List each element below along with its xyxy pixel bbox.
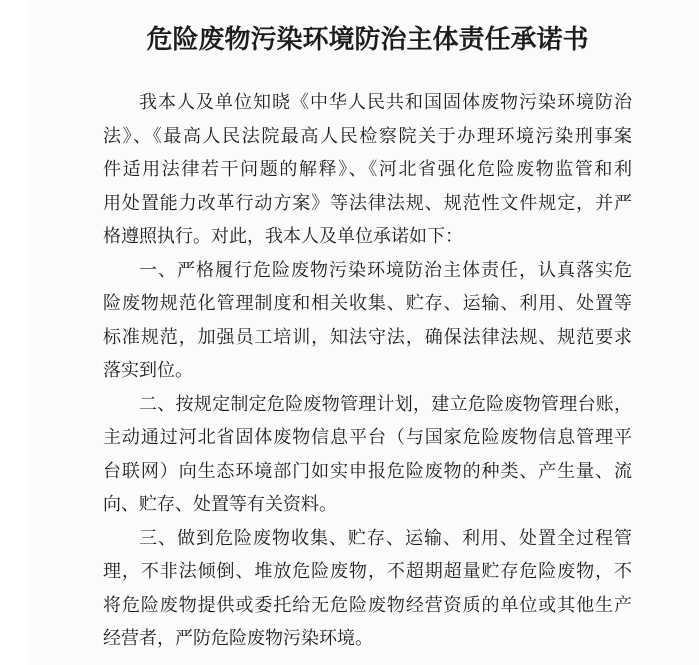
text-line: 主动通过河北省固体废物信息平台（与国家危险废物信息管理平 — [103, 427, 632, 447]
text-line: 二、按规定制定危险废物管理计划，建立危险废物管理台账， — [139, 393, 632, 414]
text-line: 经营者，严防危险废物污染环境。 — [103, 628, 373, 648]
text-line: 标准规范，加强员工培训，知法守法，确保法律法规、规范要求 — [103, 326, 632, 347]
text-line: 件适用法律若干问题的解释》、《河北省强化危险废物监管和利 — [103, 159, 632, 179]
text-line: 用处置能力改革行动方案》等法律法规、规范性文件规定，并严 — [103, 192, 632, 213]
text-line: 向、贮存、处置等有关资料。 — [103, 494, 337, 514]
text-line: 法》、《最高人民法院最高人民检察院关于办理环境污染刑事案 — [103, 125, 632, 146]
text-line: 一、严格履行危险废物污染环境防治主体责任，认真落实危 — [139, 259, 632, 280]
text-line: 格遵照执行。对此，我本人及单位承诺如下： — [103, 226, 463, 246]
text-line: 理，不非法倾倒、堆放危险废物，不超期超量贮存危险废物，不 — [103, 561, 632, 581]
paragraph-item-2 — [103, 388, 632, 522]
text-line: 台联网）向生态环境部门如实申报危险废物的种类、产生量、流 — [103, 460, 632, 481]
text-line: 将危险废物提供或委托给无危险废物经营资质的单位或其他生产 — [103, 594, 632, 615]
paragraph-item-1 — [103, 254, 632, 388]
document-body — [103, 86, 632, 656]
text-line: 我本人及单位知晓《中华人民共和国固体废物污染环境防治 — [139, 92, 632, 112]
paragraph-item-3 — [103, 522, 632, 656]
text-line: 三、做到危险废物收集、贮存、运输、利用、处置全过程管 — [139, 527, 632, 548]
document-title: 危险废物污染环境防治主体责任承诺书 — [146, 25, 589, 54]
paragraph-intro — [103, 86, 632, 254]
text-line: 险废物规范化管理制度和相关收集、贮存、运输、利用、处置等 — [103, 293, 632, 313]
text-line: 落实到位。 — [103, 360, 193, 380]
